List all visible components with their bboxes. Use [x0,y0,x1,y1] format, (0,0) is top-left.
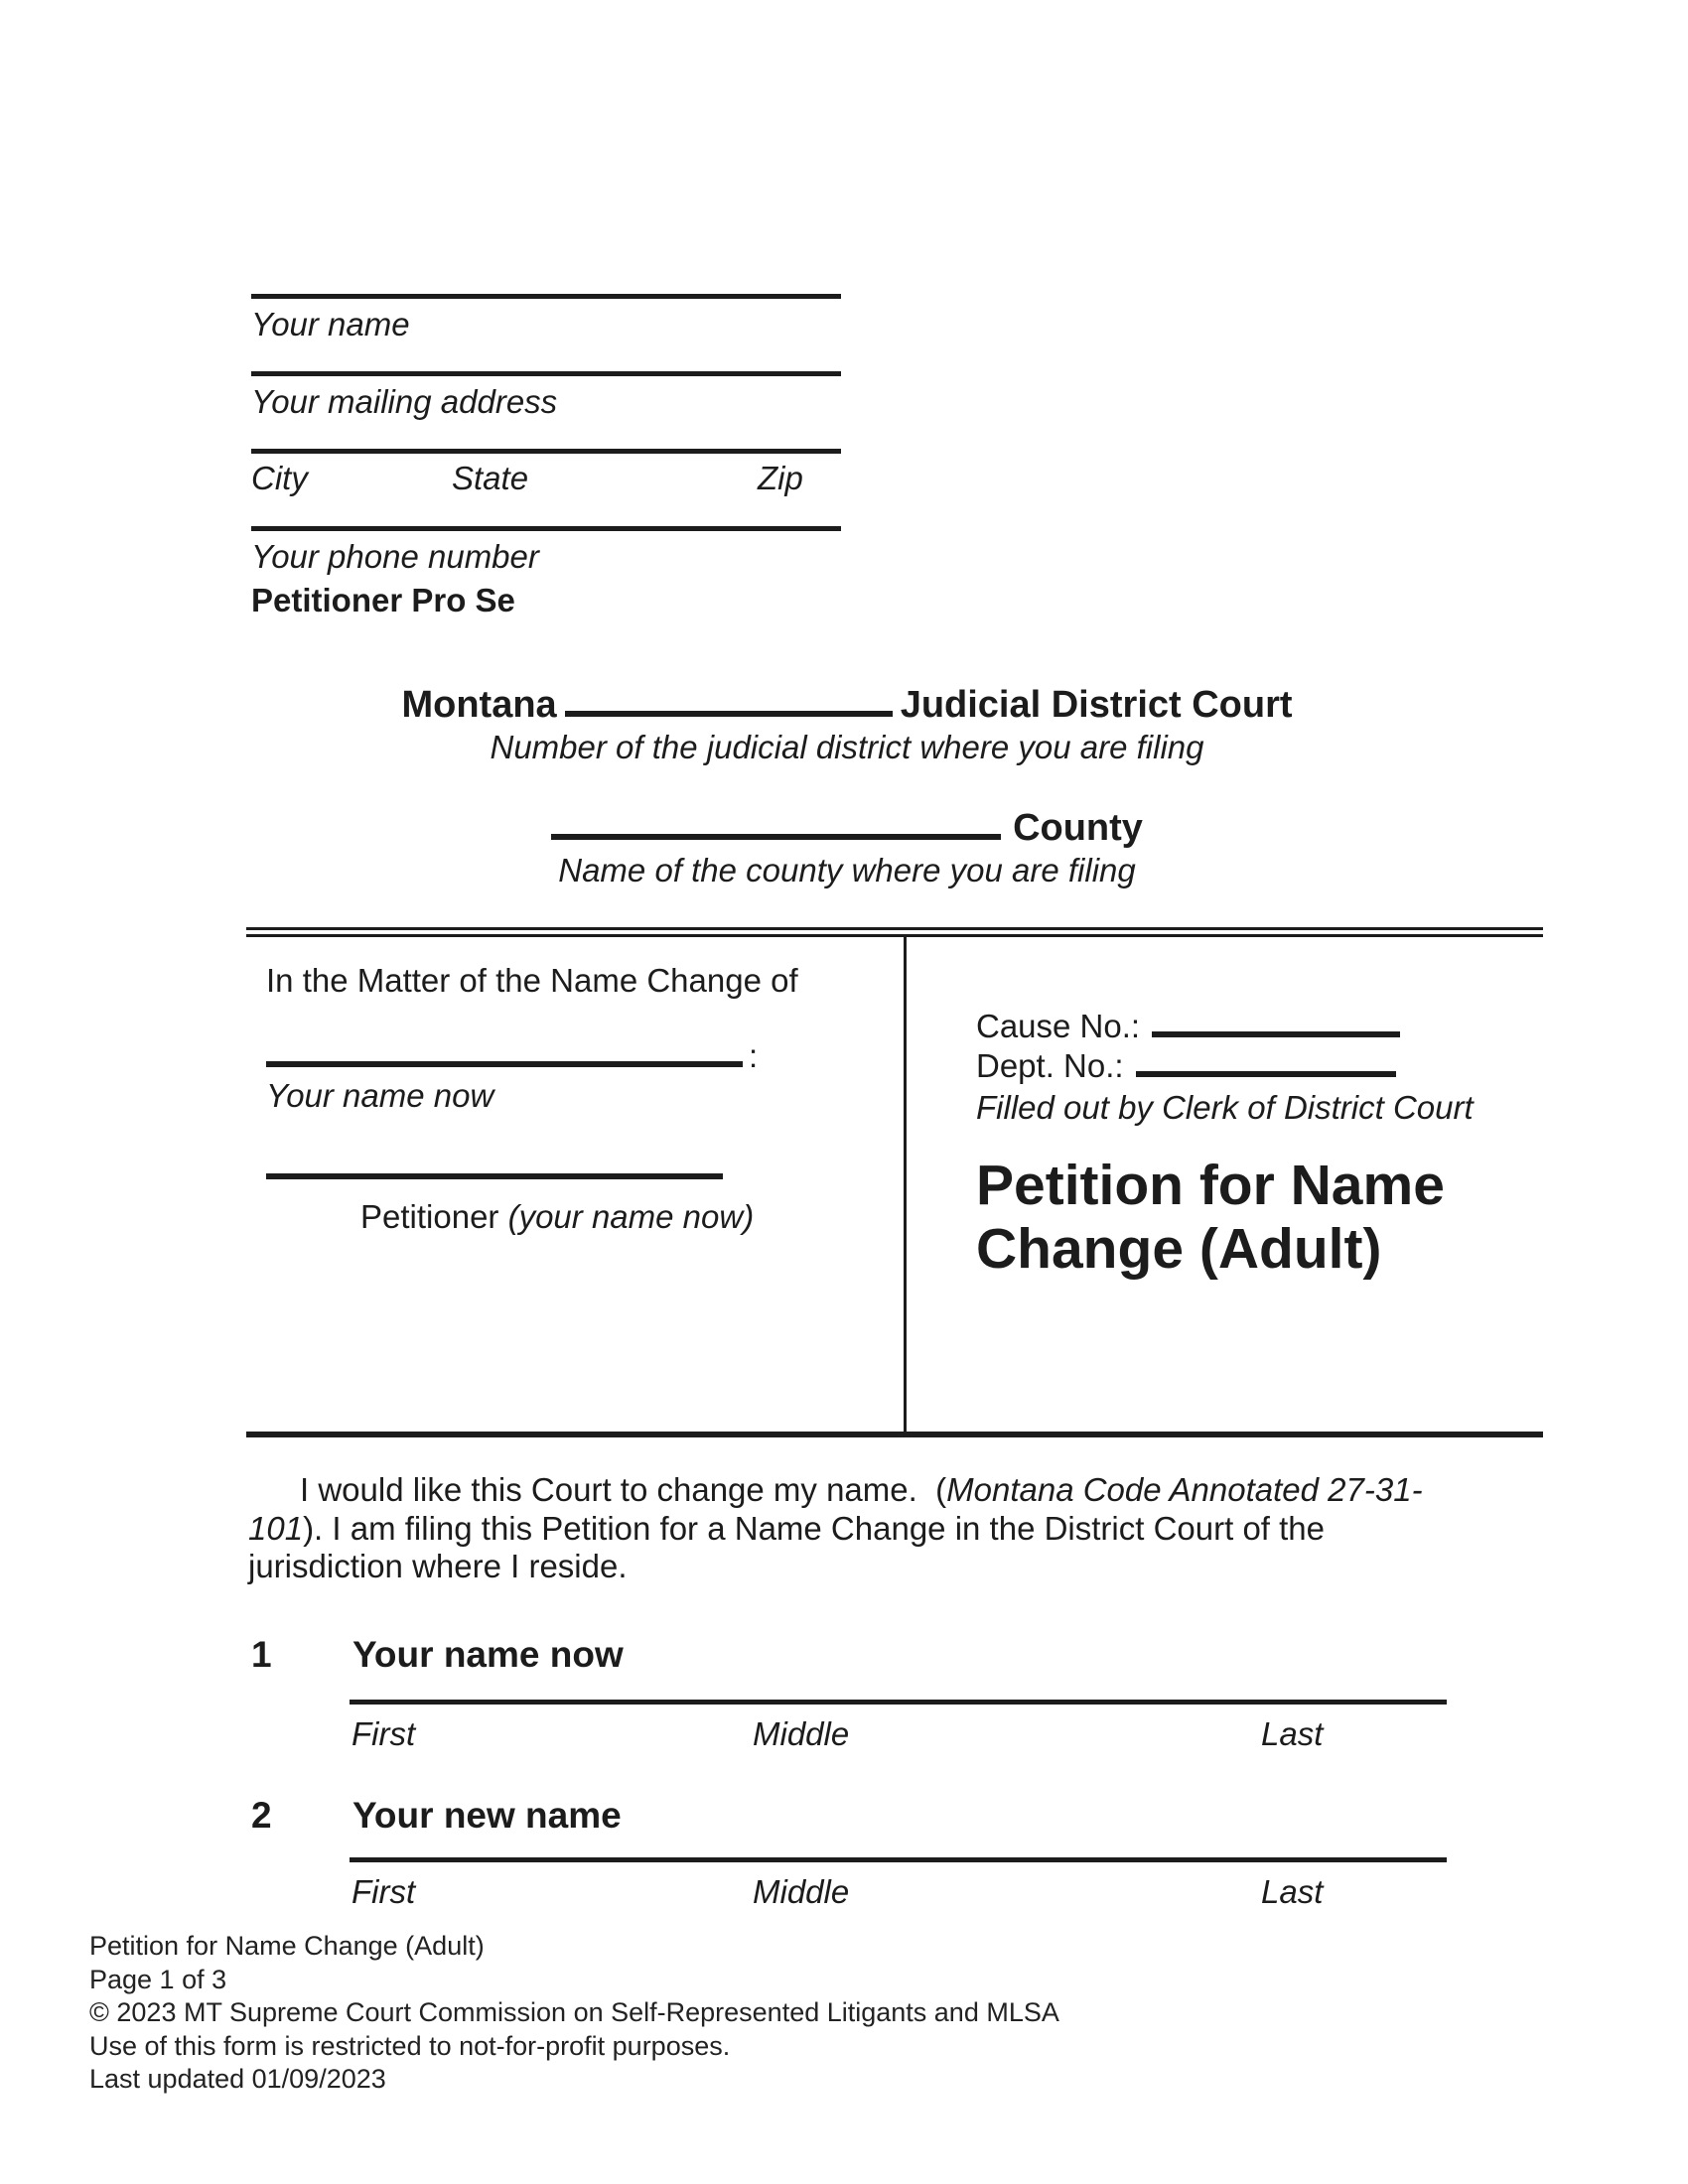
section-2-header [251,1794,622,1838]
dept-no-field[interactable] [1136,1051,1396,1077]
petitioner-paren-caption: (your name now) [507,1198,755,1235]
footer-last-updated: Last updated 01/09/2023 [89,2064,386,2094]
middle-label: Middle [753,1715,850,1752]
name-now-field[interactable] [266,1041,743,1067]
state-label: State [452,460,529,496]
cause-no-field[interactable] [1152,1012,1400,1037]
last-label: Last [1261,1873,1324,1910]
name-now-row [266,1036,894,1076]
court-heading [246,683,1448,889]
petitioner-signature-field[interactable] [266,1154,723,1179]
name-now-columns-field[interactable] [350,1700,1447,1759]
your-name-label: Your name [251,306,410,342]
new-name-columns-field[interactable] [350,1857,1447,1917]
title-line-1: Petition for Name [976,1154,1445,1217]
address-block [251,294,841,619]
city-state-zip-labels [251,454,841,503]
judicial-district-suffix: Judicial District Court [900,684,1293,726]
name-now-colon: : [749,1037,759,1074]
last-label: Last [1261,1715,1324,1752]
section-2-title: Your new name [352,1795,622,1836]
city-label: City [251,460,308,496]
title-line-2: Change (Adult) [976,1217,1382,1281]
dept-no-label: Dept. No.: [976,1047,1124,1084]
state-name: Montana [401,684,557,726]
petitioner-label [266,1197,894,1237]
petitioner-pro-se-label: Petitioner Pro Se [251,582,515,618]
first-label: First [352,1873,416,1910]
first-label: First [352,1715,416,1752]
county-suffix: County [1013,807,1143,849]
cause-no-label: Cause No.: [976,1008,1141,1044]
petitioner-word: Petitioner [360,1198,508,1235]
matter-line: In the Matter of the Name Change of [266,962,798,999]
caption-table [246,927,1543,1437]
page-footer [89,1930,1059,2097]
dept-no-row [976,1046,1543,1086]
county-heading [246,806,1448,850]
cause-no-row [976,1007,1543,1046]
district-caption: Number of the judicial district where you are filing [490,729,1204,765]
petitioner-signature-row [266,1154,894,1193]
footer-form-title: Petition for Name Change (Adult) [89,1931,485,1961]
phone-label: Your phone number [251,538,539,575]
intro-part-1: I would like this Court to change my name. ( [300,1471,947,1508]
citation-italic: Montana Code Annotated 27-31-101 [248,1471,1423,1547]
your-name-field[interactable] [251,294,841,371]
caption-right-cell [907,937,1543,1432]
footer-copyright: © 2023 MT Supreme Court Commission on Self-Represented Litigants and MLSA [89,1997,1059,2027]
intro-part-2: ). I am filing this Petition for a Name Change in the District Court of the jurisdiction where I reside. [248,1509,1326,1584]
clerk-caption: Filled out by Clerk of District Court [976,1089,1474,1126]
footer-restriction: Use of this form is restricted to not-for-profit purposes. [89,2030,731,2061]
section-1-number: 1 [251,1634,272,1675]
name-now-caption: Your name now [266,1077,494,1114]
county-caption: Name of the county where you are filing [558,852,1136,888]
county-field[interactable] [551,814,1001,840]
zip-label: Zip [758,460,803,496]
judicial-district-field[interactable] [565,691,893,717]
section-1-header [251,1633,624,1677]
mailing-address-label: Your mailing address [251,383,558,420]
judicial-district-heading [246,683,1448,727]
middle-label: Middle [753,1873,850,1910]
intro-paragraph [248,1471,1455,1586]
section-1-title: Your name now [352,1634,624,1675]
city-state-zip-field[interactable] [251,449,841,526]
caption-left-cell [246,937,907,1432]
section-2-number: 2 [251,1795,272,1836]
document-title [976,1154,1543,1281]
mailing-address-field[interactable] [251,371,841,449]
phone-field[interactable] [251,526,841,577]
footer-page-number: Page 1 of 3 [89,1964,227,1994]
